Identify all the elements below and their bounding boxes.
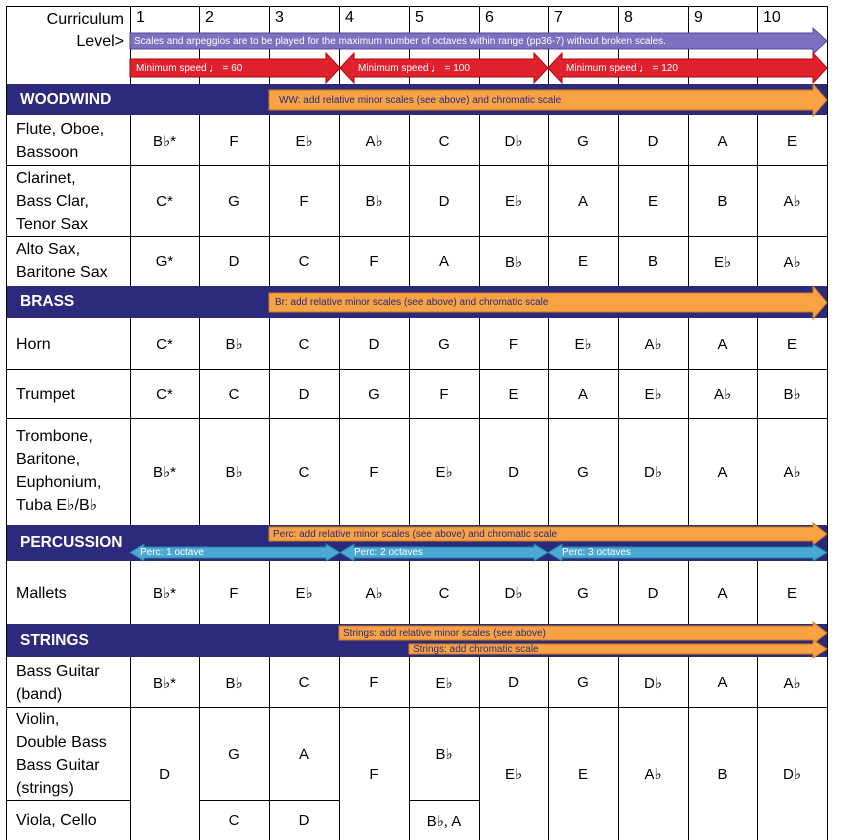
instrument-label: Baritone Sax	[16, 264, 108, 281]
level-heading: 8	[624, 9, 633, 26]
scale-cell: G	[577, 132, 589, 150]
level-heading: 1	[136, 9, 145, 26]
scale-cell: B♭	[504, 253, 523, 271]
scale-cell: F	[229, 584, 239, 602]
level-heading: 2	[205, 9, 214, 26]
level-heading: 5	[415, 9, 424, 26]
speed-100-arrow-label: Minimum speed	[358, 62, 429, 74]
scale-cell: C	[298, 335, 310, 353]
scale-cell: E	[786, 132, 797, 150]
instrument-label: Euphonium,	[16, 474, 102, 491]
scale-cell: G	[228, 745, 240, 763]
scale-cell: A	[717, 584, 728, 602]
scale-cell: A	[717, 674, 728, 691]
scale-cell: A♭	[783, 674, 801, 692]
instrument-label: Violin,	[16, 711, 60, 728]
brass-arrow	[269, 286, 827, 319]
grid-line-v	[827, 657, 828, 840]
scale-cell: A	[298, 745, 309, 763]
scale-cell: G	[577, 584, 589, 602]
woodwind-arrow-text	[279, 84, 561, 116]
scale-cell: B♭	[225, 674, 243, 692]
scale-cell: C	[298, 253, 310, 270]
scale-cell: C*	[156, 192, 173, 210]
scale-cell: E♭	[435, 464, 453, 481]
scale-cell: G	[577, 674, 589, 691]
scale-cell: E	[577, 765, 588, 783]
perc-1-octave-arrow	[130, 544, 340, 561]
strings-chromatic-arrow	[409, 640, 827, 658]
scale-cell: D♭	[644, 464, 662, 481]
scale-cell: D	[159, 765, 170, 783]
scale-cell: B♭	[225, 336, 243, 353]
scale-cell: E	[577, 253, 588, 270]
scale-cell: D	[298, 385, 310, 403]
scale-cell: D♭	[504, 585, 523, 602]
scale-cell: B♭	[225, 464, 243, 481]
scale-cell: A	[717, 335, 728, 353]
scale-cell: C	[228, 812, 240, 829]
speed-60-arrow-label: Minimum speed	[136, 62, 207, 74]
instrument-label: Double Bass	[16, 734, 107, 751]
brass-arrow-text	[275, 286, 548, 319]
perc-2-octaves-arrow	[340, 544, 548, 561]
scale-cell: A♭	[644, 336, 662, 353]
speed-100-arrow-text	[358, 53, 470, 83]
scale-cell: C	[298, 674, 310, 691]
strings-minor-arrow-label: Strings: add relative minor scales (see above)	[343, 627, 546, 639]
level-heading: 7	[554, 9, 563, 26]
speed-120-arrow-label: Minimum speed	[566, 62, 637, 74]
scale-cell: D♭	[504, 133, 523, 150]
octaves-banner-label: Scales and arpeggios are to be played for the maximum number of octaves within range (pp36-7) without broken scales.	[134, 35, 666, 47]
scale-cell: F	[508, 335, 519, 353]
scale-cell: E♭	[295, 585, 313, 602]
perc-2-octaves-arrow-text	[354, 544, 423, 561]
scale-cell: A♭	[783, 193, 801, 210]
perc-3-octaves-arrow	[548, 544, 827, 561]
level-heading: 9	[694, 9, 703, 26]
grid-line-v	[827, 6, 828, 84]
curriculum-label-line1: Curriculum	[46, 11, 124, 28]
quarter-note-icon: ♩	[638, 61, 651, 75]
instrument-label: Tenor Sax	[16, 215, 89, 233]
instrument-flute	[0, 117, 130, 165]
scale-cell: A♭	[783, 253, 801, 271]
instrument-label: Alto Sax,	[16, 241, 81, 258]
instrument-bass-guitar-band	[0, 659, 130, 707]
scale-cell: F	[229, 132, 239, 150]
scale-cell: D	[228, 253, 240, 270]
instrument-label: Trombone,	[16, 428, 93, 445]
scale-cell: B♭*	[153, 585, 176, 602]
speed-120-arrow	[548, 53, 827, 83]
scale-cell: A♭	[713, 386, 732, 403]
scale-cell: E♭	[713, 253, 732, 271]
instrument-label: Flute, Oboe,	[16, 121, 105, 138]
scale-cell: F	[369, 674, 379, 691]
quarter-note-icon: ♩	[430, 61, 443, 75]
percussion-arrow-label: Perc: add relative minor scales (see above) and chromatic scale	[273, 528, 558, 540]
instrument-label: (strings)	[16, 780, 74, 797]
instrument-label: Baritone,	[16, 451, 81, 468]
scale-cell: G	[228, 192, 240, 210]
grid-line-v	[827, 318, 828, 525]
instrument-label: Tuba E♭/B♭	[16, 497, 98, 514]
scale-cell: G	[438, 335, 450, 353]
instrument-violin	[0, 708, 130, 800]
scale-cell: A	[717, 132, 728, 150]
instrument-mallets	[0, 562, 130, 622]
scale-cell: F	[299, 192, 309, 210]
grid-line-v	[827, 115, 828, 286]
scale-cell: E	[786, 335, 797, 353]
scale-cell: A	[438, 253, 449, 270]
scale-cell: A♭	[783, 464, 801, 481]
octaves-banner-text	[134, 28, 666, 54]
instrument-label: Bass Clar,	[16, 192, 89, 210]
scale-cell: E♭	[504, 193, 523, 210]
scale-cell: B	[717, 765, 728, 783]
brass-arrow-label: Br: add relative minor scales (see above) and chromatic scale	[275, 297, 549, 308]
scale-cell: E	[786, 584, 797, 602]
speed-100-arrow	[340, 53, 548, 83]
level-heading: 10	[763, 9, 781, 26]
instrument-label: Horn	[16, 335, 51, 353]
percussion-arrow-text	[273, 523, 557, 545]
scale-cell: F	[439, 385, 449, 403]
perc-2-octaves-arrow-label: Perc: 2 octaves	[354, 547, 423, 558]
instrument-horn	[0, 319, 130, 369]
scale-cell: B♭*	[153, 464, 176, 481]
instrument-label: Mallets	[16, 585, 67, 602]
grid-line-v	[827, 561, 828, 624]
perc-3-octaves-arrow-label: Perc: 3 octaves	[562, 547, 631, 558]
speed-60-arrow-text	[136, 53, 242, 83]
instrument-label: Viola, Cello	[16, 811, 97, 829]
scale-cell: B♭*	[153, 133, 176, 150]
scale-cell: B♭	[783, 386, 801, 403]
scale-cell: A♭	[365, 585, 383, 602]
scale-cell: B	[717, 192, 728, 210]
strings-chromatic-arrow-text	[413, 640, 539, 658]
instrument-viola-cello	[0, 801, 130, 839]
curriculum-level-label	[0, 9, 124, 53]
scale-cell: D	[298, 812, 310, 829]
scale-cell: D	[508, 463, 519, 481]
scale-cell: E♭	[574, 336, 592, 353]
scale-cell: C	[438, 132, 450, 150]
scale-cell: F	[369, 253, 379, 270]
scale-cell: C*	[156, 385, 173, 403]
scale-cell: G*	[155, 253, 174, 270]
scale-cell: C*	[156, 335, 173, 353]
scale-cell: C	[298, 463, 310, 481]
scale-cell: D	[647, 584, 659, 602]
curriculum-label-line2: Level>	[76, 33, 124, 50]
woodwind-arrow-label: WW: add relative minor scales (see above) and chromatic scale	[279, 94, 562, 106]
scale-cell: G	[577, 463, 589, 481]
scale-cell: D	[647, 132, 659, 150]
woodwind-arrow	[269, 84, 827, 116]
scale-cell: A	[577, 192, 588, 210]
instrument-label: Trumpet	[16, 385, 75, 403]
percussion-heading: PERCUSSION	[20, 534, 123, 551]
instrument-label: Bass Guitar	[16, 663, 100, 680]
scale-cell: A	[717, 463, 728, 481]
scale-cell: C	[438, 584, 450, 602]
speed-60-arrow	[130, 53, 340, 83]
scale-cell: D♭	[644, 674, 662, 692]
scale-cell: E	[647, 192, 658, 210]
scale-cell: D♭	[783, 766, 801, 783]
scale-cell: B	[647, 253, 658, 270]
instrument-alto-sax	[0, 237, 130, 285]
scale-cell: B♭	[365, 193, 383, 210]
level-heading: 6	[485, 9, 494, 26]
scale-cell: B♭	[435, 746, 453, 763]
level-heading: 3	[275, 9, 284, 26]
scale-cell: B♭, A	[426, 812, 462, 830]
instrument-trumpet	[0, 370, 130, 418]
scale-cell: E	[508, 385, 519, 403]
scale-cell: E♭	[295, 133, 313, 150]
woodwind-heading: WOODWIND	[20, 90, 112, 108]
speed-120-arrow-value: = 120	[652, 62, 678, 74]
scale-cell: A♭	[365, 133, 383, 150]
strings-heading: STRINGS	[20, 631, 89, 649]
instrument-label: (band)	[16, 686, 63, 703]
octaves-banner	[130, 28, 827, 54]
perc-1-octave-arrow-text	[140, 544, 204, 561]
scale-cell: D	[438, 192, 450, 210]
scale-cell: E♭	[435, 674, 453, 692]
speed-60-arrow-value: = 60	[222, 62, 243, 74]
brass-heading: BRASS	[20, 293, 75, 310]
speed-100-arrow-value: = 100	[444, 62, 470, 74]
quarter-note-icon: ♩	[208, 61, 221, 75]
scale-cell: F	[369, 765, 379, 783]
instrument-label: Bass Guitar	[16, 757, 100, 774]
scale-cell: A♭	[644, 766, 662, 783]
scale-cell: D	[508, 674, 519, 691]
scale-cell: E♭	[644, 386, 662, 403]
scale-cell: G	[368, 385, 380, 403]
scale-cell: B♭*	[153, 674, 176, 692]
speed-120-arrow-text	[566, 53, 678, 83]
instrument-label: Bassoon	[16, 144, 79, 161]
level-heading: 4	[345, 9, 354, 26]
perc-3-octaves-arrow-text	[562, 544, 631, 561]
instrument-trombone	[0, 419, 130, 523]
strings-chromatic-arrow-label: Strings: add chromatic scale	[413, 643, 539, 655]
perc-1-octave-arrow-label: Perc: 1 octave	[140, 547, 204, 558]
instrument-label: Clarinet,	[16, 169, 76, 187]
scale-cell: C	[228, 385, 240, 403]
percussion-arrow	[269, 523, 827, 545]
scale-cell: F	[369, 463, 379, 481]
scale-cell: D	[368, 335, 380, 353]
scale-cell: E♭	[504, 766, 523, 783]
scale-cell: A	[577, 385, 588, 403]
instrument-clarinet	[0, 166, 130, 236]
